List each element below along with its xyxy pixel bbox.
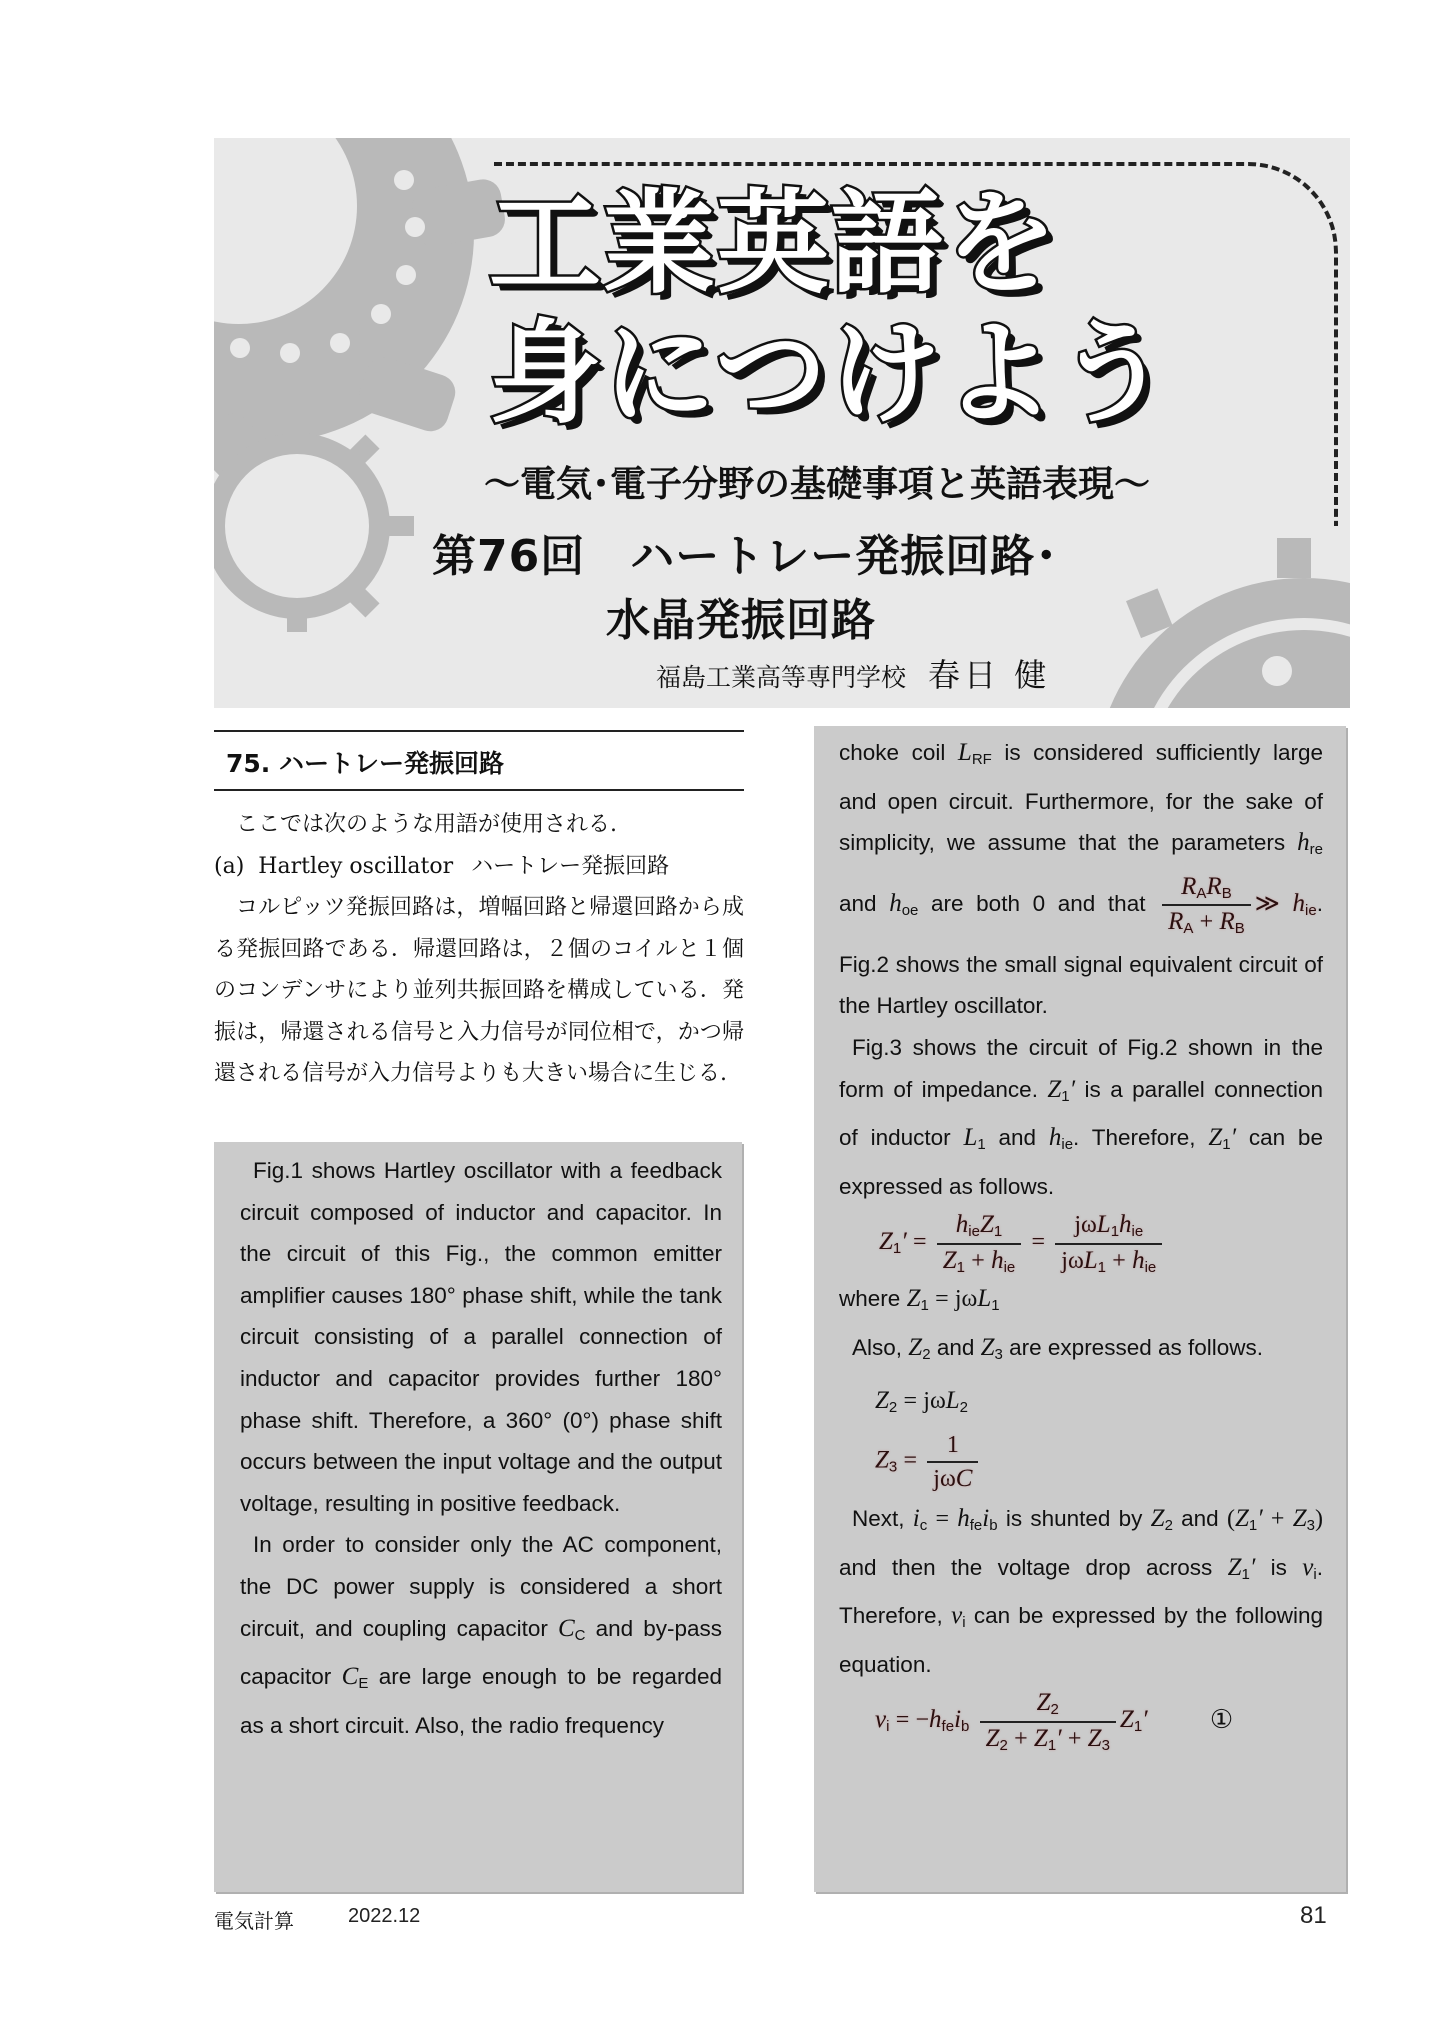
equals-sign: = [935, 1506, 950, 1533]
text-segment: . Fig.2 shows the small signal equivalent circuit of the Hartley oscillator. [839, 890, 1323, 1019]
series-subtitle: ～電気･電子分野の基礎事項と英語表現～ [484, 463, 1151, 505]
text-segment: . Therefore, [839, 1554, 1323, 1629]
text-segment: can be expressed as follows. [839, 1125, 1323, 1199]
text-segment: is considered sufficiently large and open circuit. Furthermore, for the sake of simplicity, we assume that the parameters [839, 740, 1323, 856]
text-segment: Next, [852, 1506, 905, 1532]
fraction: $\frac{1}{\text{jωC}}$ [927, 1432, 978, 1492]
text-segment: and then the voltage drop across [839, 1554, 1213, 1580]
paragraph-z2-z3 [839, 1327, 1323, 1376]
episode-title-line2: 水晶発振回路 [606, 595, 876, 646]
section-rule-top [214, 730, 744, 732]
symbol-l1: $L_1$ [963, 1124, 986, 1154]
text-segment: . Therefore, [1073, 1125, 1196, 1151]
fraction: $\frac{j\omega L_1h_{ie}}{j\omega L_1 + h_{ie}}$ [1055, 1211, 1162, 1276]
japanese-paragraph: コルピッツ発振回路は，増幅回路と帰還回路から成る発振回路である．帰還回路は，２個のコイルと１個のコンデンサにより並列共振回路を構成している．発振は，帰還される信号と入力信号が同位相で，かつ帰還される信号が入力信号よりも大きい場合に生じる. [214, 895, 744, 1086]
term-label: (a) [214, 853, 245, 879]
text-segment: where [839, 1286, 901, 1312]
fraction: $\frac{h_{ie}Z_1}{Z_1 + h_{ie}}$ [937, 1211, 1021, 1276]
text-segment: Fig.3 shows the circuit of Fig.2 shown in the form of impedance. [839, 1034, 1323, 1102]
symbol-z3: $Z_3$ [980, 1333, 1003, 1363]
series-title-line2: 身につけよう [489, 309, 1171, 439]
condition-formula: $\frac{R_AR_B}{R_A + R_B}$ ≫ $h_{ie}$ [1158, 890, 1317, 917]
symbol-hfe-ib: $h_{fe}i_b$ [957, 1505, 998, 1535]
english-text-left [240, 1150, 722, 1746]
symbol-z1-prime: $Z_1'$ [1227, 1553, 1256, 1583]
paragraph-fig1: Fig.1 shows Hartley oscillator with a feedback circuit composed of inductor and capacitor. In the circuit of this Fig., the common emitter amplifier causes 180° phase shift, while the tank circuit consisting of a parallel connection of inductor and capacitor provides further 180° phase shift. Therefore, a 360° (0°) phase shift occurs between the input voltage and the output voltage, resulting in positive feedback. [240, 1158, 722, 1516]
symbol-cc: $C_C$ [557, 1614, 586, 1644]
paragraph-ac-component [240, 1524, 722, 1746]
text-segment: are both 0 and that [931, 890, 1146, 916]
paragraph-shunt [839, 1498, 1323, 1685]
author-name: 春日 健 [928, 656, 1051, 694]
symbol-ic: $i_c$ [912, 1505, 928, 1535]
paragraph-assumptions [839, 732, 1323, 1027]
symbol-z1-prime: $Z_1'$ [1047, 1075, 1076, 1105]
text-segment: is shunted by [1005, 1506, 1143, 1532]
symbol-z2: $Z_2$ [908, 1333, 931, 1363]
gear-icon [214, 420, 414, 632]
magazine-name: 電気計算 [214, 1909, 294, 1933]
equation-vi: $v_i = -h_{fe}i_b$ $\frac{Z_2}{Z_2 + Z_1' + Z_3}$ $Z_1'$ ① [875, 1689, 1234, 1754]
text-segment: Also, [852, 1334, 903, 1360]
symbol-z1-prime: $Z_1'$ [1208, 1124, 1237, 1154]
text-segment: and [936, 1334, 975, 1360]
episode-title-line1: 第76回 ハートレー発振回路･ [432, 531, 1059, 582]
text-segment: and [1181, 1506, 1219, 1532]
text-segment: is a parallel connection of inductor [839, 1076, 1323, 1151]
text-segment: In order to consider only the AC component, the DC power supply is considered a short circuit, and coupling capacitor [240, 1532, 722, 1641]
intro-text: ここでは次のような用語が使用される. [236, 812, 617, 837]
symbol-hie: $h_{ie}$ [1048, 1124, 1074, 1154]
english-box-left [214, 1142, 742, 1892]
equation-number: ① [1209, 1704, 1234, 1735]
symbol-hoe: $h_{oe}$ [889, 889, 919, 919]
equation-z1-prime: $Z_1'$ = $\frac{h_{ie}Z_1}{Z_1 + h_{ie}}$ = $\frac{j\omega L_1h_{ie}}{j\omega L_1 + h_{ie}}$ [879, 1211, 1323, 1276]
symbol-hre: $h_{re}$ [1297, 829, 1323, 859]
section-rule-bottom [214, 789, 744, 791]
gear-icon [1046, 538, 1350, 708]
symbol-vi: $v_i$ [951, 1602, 966, 1632]
section-heading: 75. ハートレー発振回路 [226, 749, 504, 778]
text-segment: can be expressed by the following equation. [839, 1603, 1323, 1677]
japanese-body [214, 804, 744, 1095]
term-entry [214, 846, 744, 888]
fraction: $\frac{R_AR_B}{R_A + R_B}$ [1162, 873, 1251, 938]
header-banner [214, 138, 1350, 708]
page-number: 81 [1300, 1902, 1327, 1929]
author-line [656, 650, 1050, 696]
text-segment: and [839, 890, 877, 916]
english-text-right [839, 732, 1323, 1756]
symbol-ce: $C_E$ [341, 1663, 369, 1693]
issue-date: 2022.12 [348, 1905, 421, 1927]
symbol-z2: $Z_2$ [1150, 1505, 1173, 1535]
text-segment: are large enough to be regarded as a short circuit. Also, the radio frequency [240, 1664, 722, 1738]
series-title-line1: 工業英語を [489, 179, 1059, 309]
term-english: Hartley oscillator [258, 853, 454, 879]
text-segment: are expressed as follows. [1009, 1334, 1264, 1360]
text-segment: and [998, 1125, 1037, 1151]
fraction: $\frac{Z_2}{Z_2 + Z_1' + Z_3}$ [980, 1689, 1116, 1754]
english-box-right [814, 726, 1346, 1892]
where-equation: $Z_1 = j\omega L_1$ [906, 1285, 1000, 1315]
symbol-vi: $v_i$ [1302, 1553, 1317, 1583]
paragraph-fig3 [839, 1027, 1323, 1207]
equation-z3: $Z_3$ = $\frac{1}{\text{jωC}}$ [875, 1432, 1323, 1492]
text-segment: is [1270, 1554, 1287, 1580]
equation-z2: $Z_2 = j\omega L_2$ [875, 1386, 969, 1416]
where-clause [839, 1278, 1323, 1327]
affiliation: 福島工業高等専門学校 [656, 663, 907, 692]
text-segment: choke coil [839, 740, 946, 765]
term-japanese: ハートレー発振回路 [471, 853, 670, 879]
text-segment: and by-pass capacitor [240, 1615, 722, 1690]
symbol-lrf: $L_{RF}$ [957, 739, 992, 768]
symbol-z1p-plus-z3: $(Z_1' + Z_3)$ [1226, 1505, 1323, 1535]
